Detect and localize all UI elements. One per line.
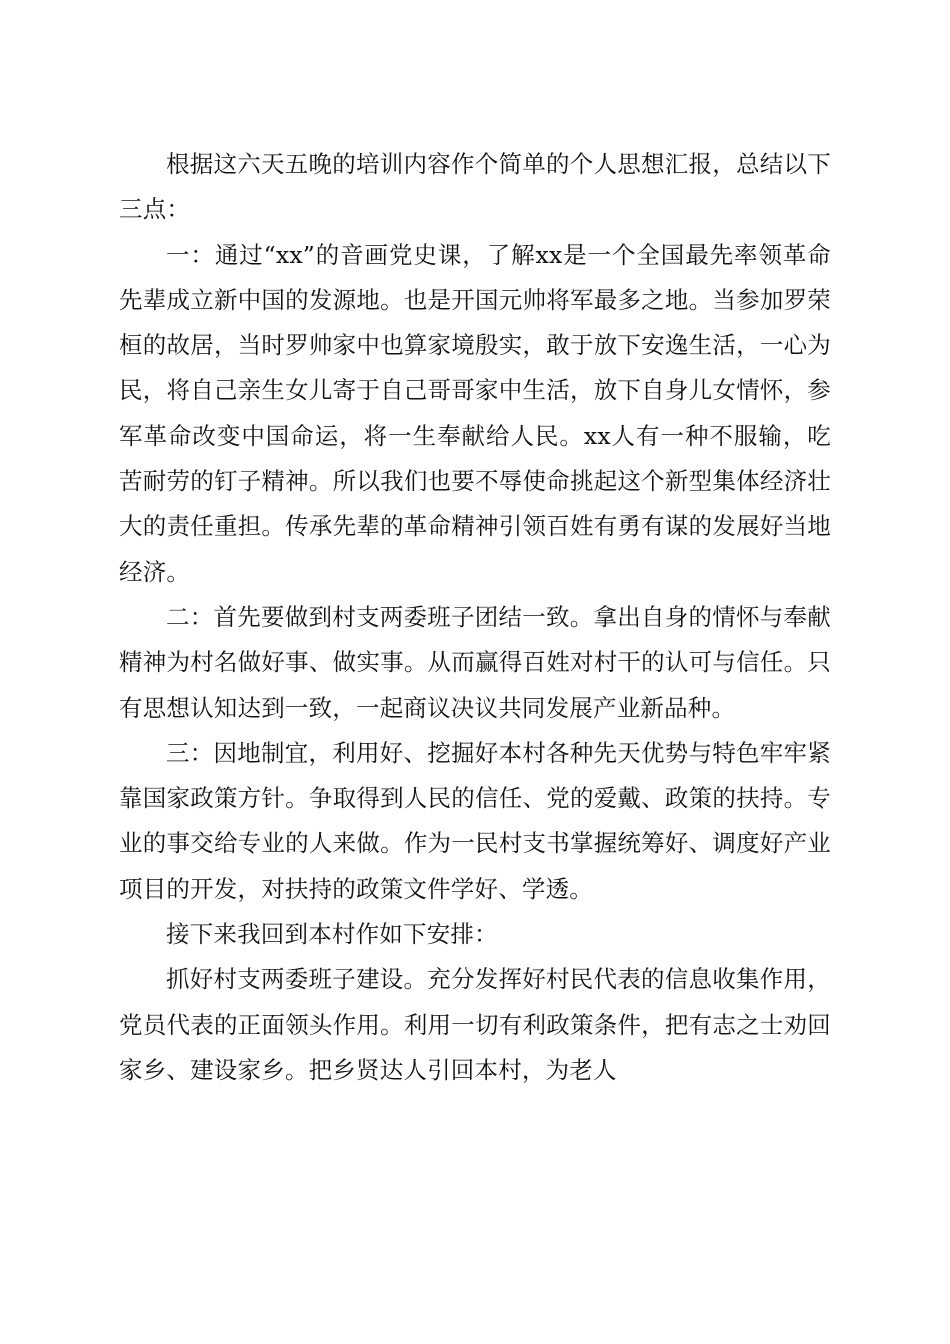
paragraph-next-steps: 接下来我回到本村作如下安排：: [166, 920, 498, 949]
paragraph-point-one: 一：通过“xx”的音画党史课，了解xx是一个全国最先率领革命先辈成立新中国的发源地。也是开国元帅将军最多之地。当参加罗荣桓的故居，当时罗帅家中也算家境殷实，敢于放下安逸生活，一心为民，将自己亲生女儿寄于自己哥哥家中生活，放下自身儿女情怀，参军革命改变中国命运，将一生奉献给人民。xx人有一种不服输，吃苦耐劳的钉子精神。所以我们也要不辱使命挑起这个新型集体经济壮大的责任重担。传承先辈的革命精神引领百姓有勇有谋的发展好当地经济。: [119, 240, 831, 586]
paragraph-point-three: 三：因地制宜，利用好、挖掘好本村各种先天优势与特色牢牢紧靠国家政策方针。争取得到人民的信任、党的爱戴、政策的扶持。专业的事交给专业的人来做。作为一民村支书掌握统筹好、调度好产业项目的开发，对扶持的政策文件学好、学透。: [119, 738, 831, 903]
paragraph-point-two: 二：首先要做到村支两委班子团结一致。拿出自身的情怀与奉献精神为村名做好事、做实事。从而赢得百姓对村干的认可与信任。只有思想认知达到一致，一起商议决议共同发展产业新品种。: [119, 602, 831, 722]
document-body: [119, 142, 831, 1093]
paragraph-arrangement: 抓好村支两委班子建设。充分发挥好村民代表的信息收集作用，党员代表的正面领头作用。利用一切有利政策条件，把有志之士劝回家乡、建设家乡。把乡贤达人引回本村，为老人: [119, 965, 831, 1084]
paragraph-intro: 根据这六天五晚的培训内容作个简单的个人思想汇报，总结以下三点：: [119, 150, 831, 224]
